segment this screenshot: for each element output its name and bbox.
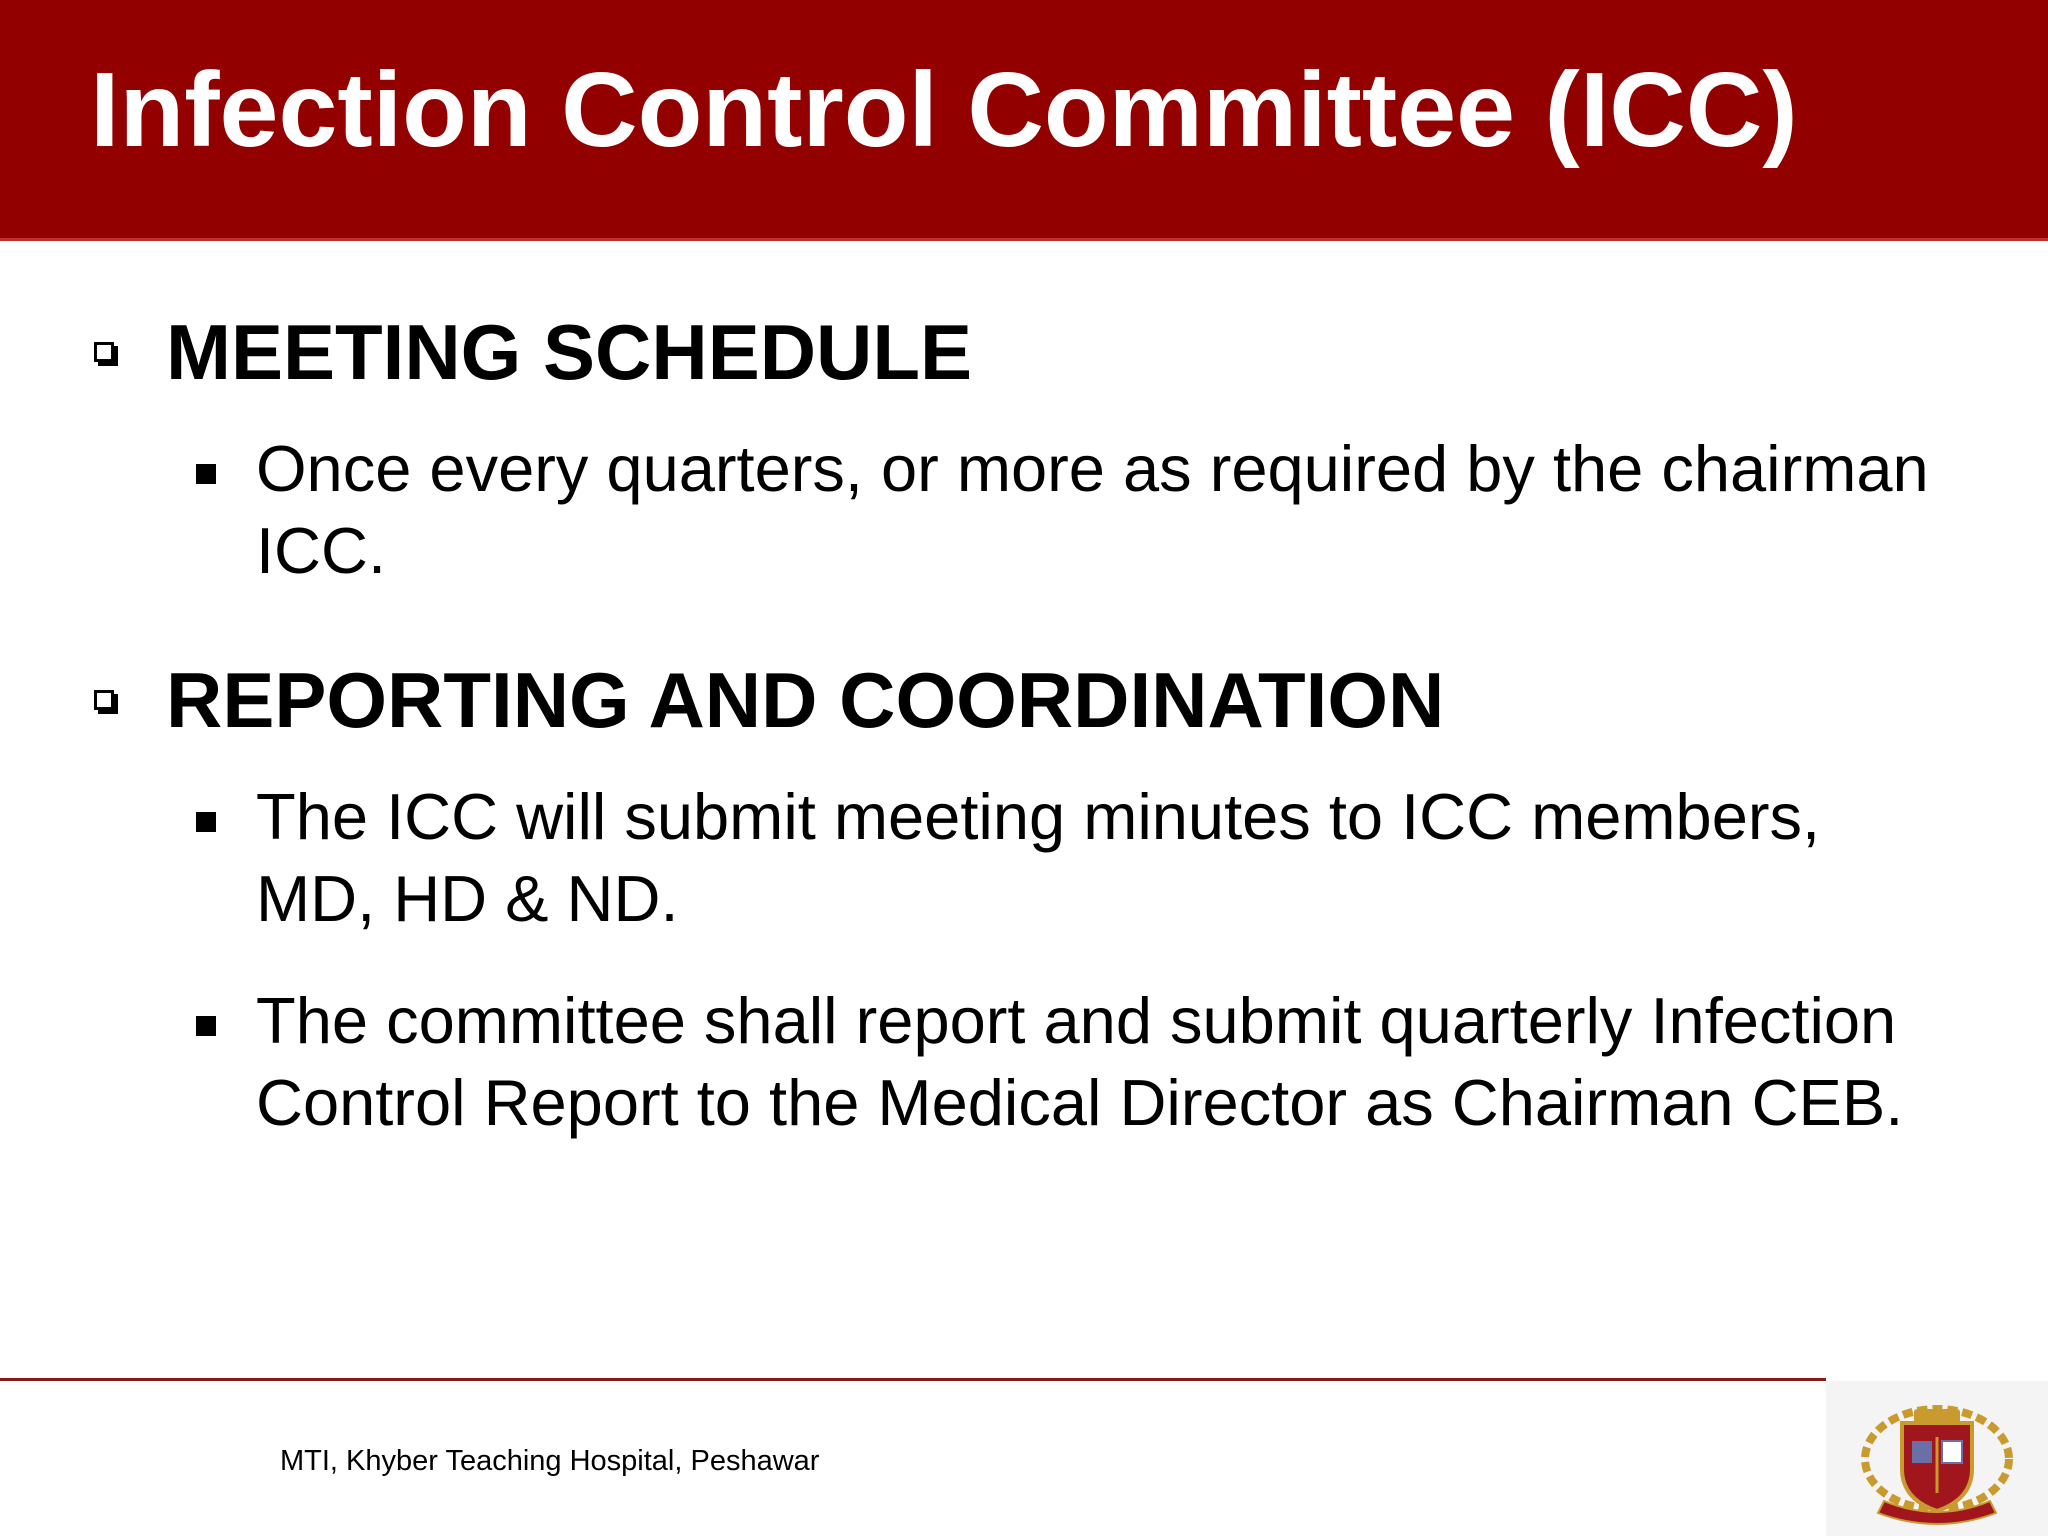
section-reporting-coordination [0, 650, 2048, 1144]
hospital-crest-logo [1826, 1381, 2048, 1536]
section-heading-row [0, 302, 2048, 402]
title-bar [0, 0, 2048, 241]
list-item [196, 980, 2048, 1144]
footer-divider [0, 1378, 1826, 1381]
footer-text: MTI, Khyber Teaching Hospital, Peshawar [280, 1445, 820, 1477]
section-heading-row [0, 650, 2048, 750]
list-item [196, 428, 2048, 592]
filled-square-icon [196, 464, 216, 484]
checkbox-square-icon [94, 690, 114, 710]
section-heading: REPORTING AND COORDINATION [166, 656, 1445, 744]
list-item [196, 776, 2048, 940]
list-item-text: The committee shall report and submit quarterly Infection Control Report to the Medical Director as Chairman CEB. [256, 984, 1904, 1139]
logo-container [1826, 1381, 2048, 1536]
list-item-text: The ICC will submit meeting minutes to ICC members, MD, HD & ND. [256, 780, 1821, 935]
section-heading: MEETING SCHEDULE [166, 308, 973, 396]
section-meeting-schedule [0, 302, 2048, 592]
filled-square-icon [196, 1016, 216, 1036]
slide-title: Infection Control Committee (ICC) [90, 51, 1798, 169]
filled-square-icon [196, 812, 216, 832]
checkbox-square-icon [94, 342, 114, 362]
list-item-text: Once every quarters, or more as required by the chairman ICC. [256, 432, 1929, 587]
